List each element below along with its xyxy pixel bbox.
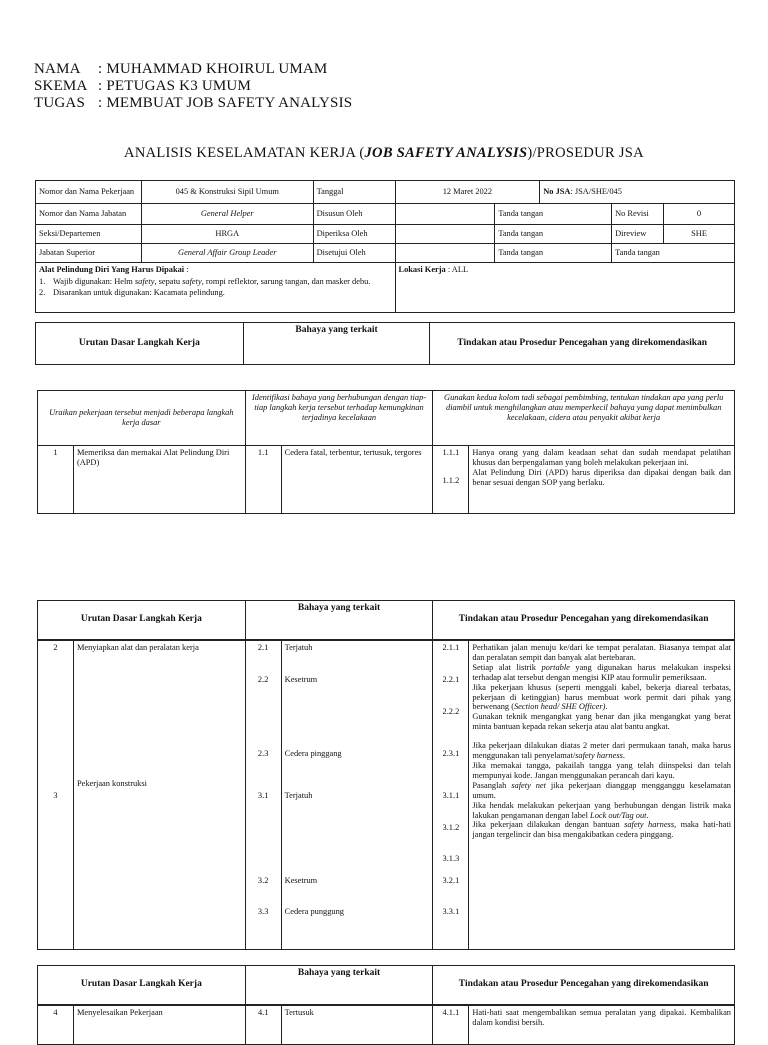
steps-table	[37, 640, 735, 950]
step1-t1-no: 1.1.1	[442, 448, 460, 457]
step2-no: 2	[53, 643, 58, 652]
step2-b3: Cedera pinggang	[284, 749, 342, 758]
document-title	[0, 145, 768, 162]
step2-t1-no: 2.1.1	[442, 643, 460, 652]
step2-langkah: Menyiapkan alat dan peralatan kerja	[76, 643, 199, 652]
no-jsa-label: No JSA	[543, 187, 571, 197]
step4-t1-no: 4.1.1	[433, 1006, 469, 1045]
step3-b2-no: 3.2	[257, 876, 269, 885]
no-jsa-value: : JSA/SHE/045	[570, 187, 622, 197]
disusun-value	[395, 204, 495, 225]
step3-t1	[472, 741, 731, 761]
column-header-3	[37, 965, 735, 1005]
step3-t3	[472, 781, 731, 801]
steps-langkah	[73, 641, 245, 950]
col-tindakan-3: Tindakan atau Prosedur Pencegahan yang direkomendasikan	[433, 966, 735, 1005]
step2-b1-no: 2.1	[257, 643, 269, 652]
step1-t2: Alat Pelindung Diri (APD) harus diperiksa dan dipakai dengan baik dan benar sesuai dengan SOP yang berlaku.	[472, 467, 731, 487]
guide-tindakan: Gunakan kedua kolom tadi sebagai pembimbing, tentukan tindakan apa yang perlu diambil untuk menghilangkan atau memperkecil bahaya yang dapat menimbulkan kecelakaan, cidera atau penyakit akibat kerja	[433, 391, 735, 446]
step2-t3	[472, 683, 731, 713]
step3-t1a: Jika pekerjaan dilakukan diatas 2 meter dari permukaan tanah, maka harus menggunakan tali penyelamat/	[472, 741, 731, 761]
tanda-tangan-2: Tanda tangan	[495, 225, 612, 244]
step3-t4a: Jika hendak melakukan pekerjaan yang berhubungan dengan listrik maka lakukan pengamanan dengan label	[472, 800, 731, 820]
steps-bahaya	[281, 641, 433, 950]
nomor-pekerjaan-label: Nomor dan Nama Pekerjaan	[36, 181, 142, 204]
apd-colon: :	[184, 265, 189, 274]
nama-label: NAMA	[34, 61, 81, 77]
guide-table	[37, 390, 735, 514]
superior-value: General Affair Group Leader	[141, 244, 313, 263]
step2-t3-no: 2.2.2	[442, 707, 460, 716]
step2-t4-no: 2.3.1	[442, 749, 460, 758]
step3-langkah: Pekerjaan konstruksi	[76, 779, 147, 788]
steps-tindakan-nos	[433, 641, 469, 950]
apd-item-2: 2. Disarankan untuk digunakan: Kacamata pelindung.	[39, 287, 225, 297]
step4-table	[37, 1005, 735, 1045]
seksi-value: HRGA	[141, 225, 313, 244]
step1-bahaya: Cedera fatal, terbentur, tertusuk, tergores	[281, 446, 433, 514]
step2-t2a: Setiap alat listrik	[472, 662, 542, 672]
step4-b1: Tertusuk	[281, 1006, 433, 1045]
step2-t4: Gunakan teknik mengangkat yang benar dan jika mengangkat yang berat minta bantuan kepada rekan sekerja atau alat bantu angkat.	[472, 712, 731, 732]
disetujui-label: Disetujui Oleh	[313, 244, 395, 263]
title-part1: ANALISIS KESELAMATAN KERJA (	[124, 145, 365, 161]
meta-table	[35, 180, 735, 313]
direview-label: Direview	[612, 225, 664, 244]
step3-t1-no: 3.1.1	[442, 791, 460, 800]
step3-t4c: .	[646, 810, 649, 820]
step3-t1c: .	[622, 751, 625, 761]
apd-1a: Wajib digunakan: Helm	[53, 276, 135, 286]
steps-bahaya-no	[245, 641, 281, 950]
tugas-label: TUGAS	[34, 95, 86, 111]
step3-t3-no: 3.1.3	[442, 854, 460, 863]
apd-1b: safety	[134, 276, 155, 286]
col-langkah-2: Urutan Dasar Langkah Kerja	[38, 601, 246, 640]
step4-no: 4	[38, 1006, 74, 1045]
nomor-jabatan-label: Nomor dan Nama Jabatan	[36, 204, 142, 225]
diperiksa-label: Diperiksa Oleh	[313, 225, 395, 244]
header-skema	[34, 78, 251, 95]
step3-t4-no: 3.2.1	[442, 876, 460, 885]
apd-1c: , sepatu	[154, 276, 183, 286]
step3-b1-no: 3.1	[257, 791, 269, 800]
col-tindakan: Tindakan atau Prosedur Pencegahan yang direkomendasikan	[430, 323, 735, 365]
step3-t2-no: 3.1.2	[442, 823, 460, 832]
tanggal-value: 12 Maret 2022	[395, 181, 540, 204]
step3-t5-no: 3.3.1	[442, 907, 460, 916]
step2-t2	[472, 663, 731, 683]
column-header-1	[35, 322, 735, 365]
step2-t3b: Section head/ SHE Officer)	[513, 702, 606, 712]
steps-tindakan	[469, 641, 735, 950]
tanda-tangan-4: Tanda tangan	[612, 244, 735, 263]
skema-label: SKEMA	[34, 78, 88, 94]
nomor-pekerjaan-value: 045 & Konstruksi Sipil Umum	[141, 181, 313, 204]
step3-b2: Kesetrum	[284, 876, 318, 885]
diperiksa-value	[395, 225, 495, 244]
step3-t5c: , maka hati-hati jangan tergelincir dan bisa mengakibatkan cedera pinggang.	[472, 820, 732, 840]
no-jsa	[540, 181, 735, 204]
disetujui-value	[395, 244, 495, 263]
no-revisi-value: 0	[664, 204, 735, 225]
col-langkah-3: Urutan Dasar Langkah Kerja	[38, 966, 246, 1005]
step2-t2c: yang digunakan harus melakukan inspeksi terhadap alat tersebut dengan mengisi KIP atau formulir pemeriksaan.	[472, 662, 731, 682]
apd-item-1: 1. Wajib digunakan: Helm safety, sepatu safety, rompi reflektor, sarung tangan, dan masker debu.	[39, 276, 371, 286]
step3-t5b: safety harness	[624, 820, 675, 830]
col-bahaya-3: Bahaya yang terkait	[245, 966, 433, 1005]
step3-t1b: safety harness	[575, 751, 623, 761]
step2-t3a: Jika pekerjaan khusus (seperti menggali kabel, bekerja diareal terbatas, pekerjaan di ketinggian) harus membuat work permit dari pihak yang berwenang (	[472, 682, 731, 712]
step4-langkah: Menyelesaikan Pekerjaan	[73, 1006, 245, 1045]
tugas-value: : MEMBUAT JOB SAFETY ANALYSIS	[98, 95, 353, 111]
step3-t3a: Pasanglah	[472, 780, 512, 790]
step1-langkah: Memeriksa dan memakai Alat Pelindung Diri (APD)	[73, 446, 245, 514]
step1-no: 1	[38, 446, 74, 514]
seksi-label: Seksi/Departemen	[36, 225, 142, 244]
nama-value: : MUHAMMAD KHOIRUL UMAM	[98, 61, 328, 77]
guide-bahaya: Identifikasi bahaya yang berhubungan dengan tiap-tiap langkah kerja tersebut terhadap kemungkinan terjadinya kecelakaan	[245, 391, 433, 446]
apd-1d: safety	[182, 276, 202, 286]
lokasi-label: Lokasi Kerja	[398, 265, 446, 274]
step2-t3c: .	[605, 702, 608, 712]
step3-b3-no: 3.3	[257, 907, 269, 916]
step1-t1: Hanya orang yang dalam keadaan sehat dan sudah mendapat pelatihan khusus dan berpengalaman yang boleh melakukan pekerjaan ini.	[472, 448, 731, 467]
col-tindakan-2: Tindakan atau Prosedur Pencegahan yang direkomendasikan	[433, 601, 735, 640]
step3-t3b: safety net	[511, 780, 546, 790]
no-revisi-label: No Revisi	[612, 204, 664, 225]
step4-b1-no: 4.1	[245, 1006, 281, 1045]
step3-no: 3	[53, 791, 58, 800]
step2-t2-no: 2.2.1	[442, 675, 460, 684]
col-langkah: Urutan Dasar Langkah Kerja	[36, 323, 244, 365]
step4-t1: Hati-hati saat mengembalikan semua peralatan yang dipakai. Kembalikan dalam kondisi bersih.	[469, 1006, 735, 1045]
step1-t2-no: 1.1.2	[442, 475, 460, 485]
column-header-2	[37, 600, 735, 640]
lokasi-cell	[395, 263, 735, 313]
step2-b1: Terjatuh	[284, 643, 313, 652]
step3-t2: Jika memakai tangga, pakailah tangga yang telah diinspeksi dan telah mempunyai kode. Jangan menggunakan perancah dari kayu.	[472, 760, 731, 780]
step2-b3-no: 2.3	[257, 749, 269, 758]
title-part3: )/PROSEDUR JSA	[527, 145, 644, 161]
disusun-label: Disusun Oleh	[313, 204, 395, 225]
apd-cell	[36, 263, 396, 313]
apd-title: Alat Pelindung Diri Yang Harus Dipakai	[39, 265, 185, 274]
superior-label: Jabatan Superior	[36, 244, 142, 263]
nomor-jabatan-value: General Helper	[141, 204, 313, 225]
direview-value: SHE	[664, 225, 735, 244]
step3-b1: Terjatuh	[284, 791, 313, 800]
step3-t4b: Lock out/Tag out	[590, 810, 647, 820]
step3-t3c: jika pekerjaan dianggap mengganggu keselamatan umum.	[472, 780, 731, 800]
step2-b2: Kesetrum	[284, 675, 318, 684]
step2-t1: Perhatikan jalan menuju ke/dari ke tempat peralatan. Biasanya tempat alat dan peralatan sempit dan banyak alat bertebaran.	[472, 643, 731, 662]
header-tugas	[34, 95, 352, 112]
step2-t2b: portable	[541, 662, 570, 672]
title-part2: JOB SAFETY ANALYSIS	[364, 145, 528, 161]
step3-t5a: Jika pekerjaan dilakukan dengan bantuan	[472, 820, 625, 830]
col-bahaya-2: Bahaya yang terkait	[245, 601, 433, 640]
tanda-tangan-1: Tanda tangan	[495, 204, 612, 225]
steps-no	[38, 641, 74, 950]
skema-value: : PETUGAS K3 UMUM	[98, 78, 251, 94]
guide-langkah: Uraikan pekerjaan tersebut menjadi beberapa langkah kerja dasar	[38, 391, 246, 446]
step1-tindakan	[469, 446, 735, 514]
step1-tindakan-nos	[433, 446, 469, 514]
step3-b3: Cedera punggung	[284, 907, 344, 916]
step1-bahaya-no: 1.1	[245, 446, 281, 514]
apd-1e: , rompi reflektor, sarung tangan, dan masker debu.	[201, 276, 371, 286]
tanda-tangan-3: Tanda tangan	[495, 244, 612, 263]
step3-t4	[472, 801, 731, 821]
col-bahaya: Bahaya yang terkait	[243, 323, 430, 365]
header-nama	[34, 61, 327, 78]
step3-t5	[472, 820, 731, 840]
lokasi-value: : ALL	[445, 265, 469, 274]
apd-2: Disarankan untuk digunakan: Kacamata pelindung.	[53, 287, 225, 297]
step2-b2-no: 2.2	[257, 675, 269, 684]
tanggal-label: Tanggal	[313, 181, 395, 204]
